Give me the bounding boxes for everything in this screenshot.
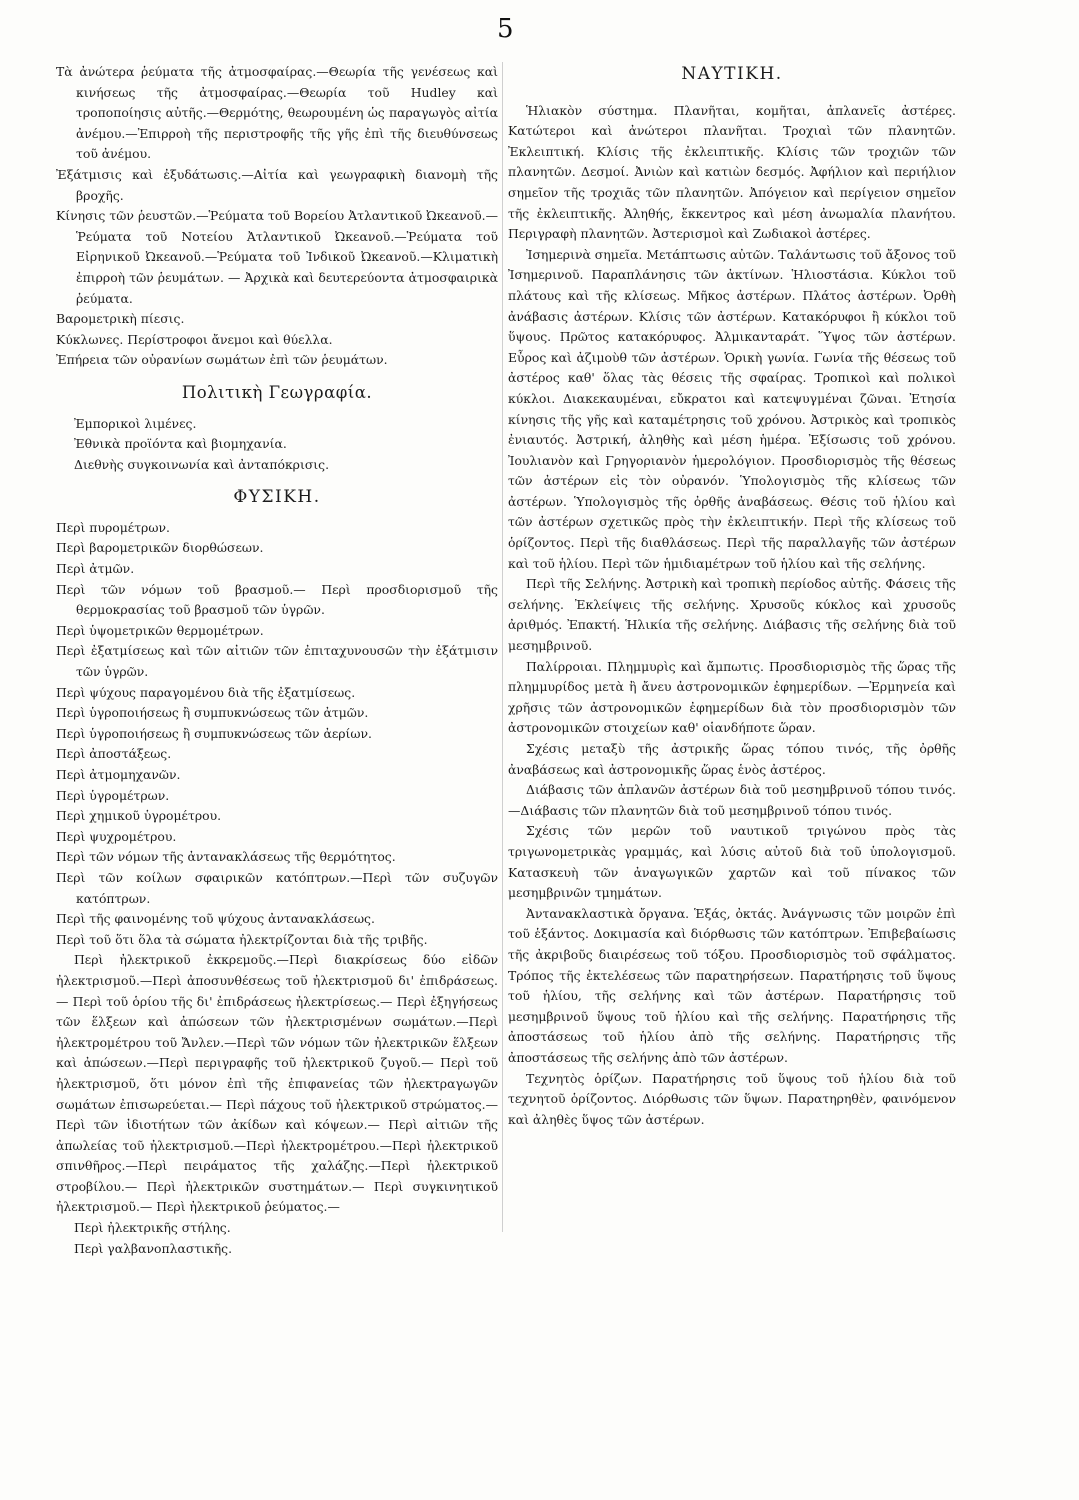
list-item: Περὶ γαλβανοπλαστικῆς. [74, 1240, 233, 1256]
column-divider [502, 62, 503, 1232]
heading-political-geography: Πολιτικὴ Γεωγραφία. [181, 382, 373, 402]
list-item: Περὶ βαρομετρικῶν διορθώσεων. [56, 540, 264, 556]
paragraph-evaporation: Ἐξάτμισις καὶ ἐξυδάτωσις.—Αἰτία καὶ γεωγραφικὴ διανομὴ τῆς βροχῆς. [56, 166, 498, 203]
paragraph-reflecting-instruments: Ἀντανακλαστικὰ ὄργανα. Ἑξάς, ὀκτάς. Ἀνάγνωσις τῶν μοιρῶν ἐπὶ τοῦ ἑξάντος. Δοκιμασία καὶ διόρθωσις τῶν κατόπτρων. Ἐπιβεβαίωσις τῆς ἀκριβοῦς διαιρέσεως τοῦ τόξου. Προσδιορισμὸς τοῦ σφάλματος. Τρόπος τῆς ἐκτελέσεως τῶν παρατηρήσεων. Παρατήρησις τοῦ ὕψους τοῦ ἡλίου, τῆς σελήνης καὶ τῶν ἀστέρων. Παρατήρησις τοῦ μεσημβρινοῦ ὕψους τοῦ ἡλίου καὶ τῆς σελήνης. Παρατήρησις τῆς ἀποστάσεως τοῦ ἡλίου ἀπὸ τῆς σελήνης. Παρατήρησις τῆς ἀποστάσεως τῆς σελήνης ἀπὸ τῶν ἀστέρων. [508, 905, 956, 1065]
list-item: Περὶ ὑγροποιήσεως ἢ συμπυκνώσεως τῶν ἀερίων. [56, 725, 372, 741]
list-item: Διεθνὴς συγκοινωνία καὶ ἀνταπόκρισις. [74, 456, 330, 472]
paragraph-equinoxes: Ἰσημερινὰ σημεῖα. Μετάπτωσις αὐτῶν. Ταλάντωσις τοῦ ἄξονος τοῦ Ἰσημερινοῦ. Παραπλάνησις τῶν ἀκτίνων. Ἡλιοστάσια. Κύκλοι τοῦ πλάτους καὶ τῆς κλίσεως. Μῆκος ἀστέρων. Πλάτος ἀστέρων. Ὀρθὴ ἀνάβασις ἀστέρων. Κλίσις τῶν ἀστέρων. Κατακόρυφοι ἢ κύκλοι τοῦ ὕψους. Πρῶτος κατακόρυφος. Ἀλμικανταράτ. Ὕψος τῶν ἀστέρων. Εὖρος καὶ ἀζιμοὺθ τῶν ἀστέρων. Ὁρικὴ γωνία. Γωνία τῆς θέσεως τοῦ ἀστέρος καθ' ὅλας τὰς θέσεις τῆς σφαίρας. Τροπικοὶ καὶ πολικοὶ κύκλοι. Διακεκαυμέναι, εὔκρατοι καὶ κατεψυγμέναι ζῶναι. Ἐτησία κίνησις τῆς γῆς καὶ καταμέτρησις τοῦ χρόνου. Ἀστρικὸς καὶ τροπικὸς ἐνιαυτός. Ἀστρική, ἀληθὴς καὶ μέση ἡμέρα. Ἐξίσωσις τοῦ χρόνου. Ἰουλιανὸν καὶ Γρηγοριανὸν ἡμερολόγιον. Προσδιορισμὸς τῆς θέσεως τῶν ἀστέρων εἰς τὸν οὐρανόν. Ὑπολογισμὸς τῆς κλίσεως τῶν ἀστέρων. Ὑπολογισμὸς τῆς ὀρθῆς ἀναβάσεως. Θέσις τοῦ ἡλίου καὶ τῶν ἀστέρων σχετικῶς πρὸς τὴν ἐκλειπτικήν. Περὶ τῆς κλίσεως τοῦ ὁρίζοντος. Περὶ τῆς διαθλάσεως. Περὶ τῆς παραλλαγῆς τῶν ἀστέρων καὶ τοῦ ἡλίου. Περὶ τῶν ἡμιδιαμέτρων τοῦ ἡλίου καὶ τῆς σελήνης. [508, 246, 956, 571]
list-item: Περὶ ἀτμομηχανῶν. [56, 767, 181, 782]
list-item: Περὶ ἀτμῶν. [56, 561, 135, 577]
list-item: Ἐθνικὰ προϊόντα καὶ βιομηχανία. [74, 436, 287, 452]
paragraph-atmosphere: Τὰ ἀνώτερα ῥεύματα τῆς ἀτμοσφαίρας.—Θεωρία τῆς γενέσεως καὶ κινήσεως τῆς ἀτμοσφαίρας.—Θεωρία τοῦ Hudley καὶ τροποποίησις αὐτῆς.—Θερμότης, θεωρουμένη ὡς παραγωγὸς αἰτία ἀνέμου.—Ἐπιρροὴ τῆς περιστροφῆς τῆς γῆς ἐπὶ τῆς διευθύνσεως τοῦ ἀνέμου. [56, 64, 498, 162]
list-item: Περὶ ψυχρομέτρου. [56, 828, 177, 844]
list-item: Ἐμπορικοὶ λιμένες. [74, 415, 197, 431]
paragraph-moon: Περὶ τῆς Σελήνης. Ἀστρικὴ καὶ τροπικὴ περίοδος αὐτῆς. Φάσεις τῆς σελήνης. Ἐκλείψεις τῆς σελήνης. Χρυσοῦς κύκλος καὶ χρυσοῦς ἀριθμός. Ἐπακτή. Ἡλικία τῆς σελήνης. Διάβασις τῆς σελήνης διὰ τοῦ μεσημβρινοῦ. [508, 576, 956, 654]
paragraph-electricity: Περὶ ἠλεκτρικοῦ ἐκκρεμοῦς.—Περὶ διακρίσεως δύο εἰδῶν ἠλεκτρισμοῦ.—Περὶ ἀποσυνθέσεως τοῦ ἠλεκτρισμοῦ δι' ἐπιδράσεως.— Περὶ τοῦ ὁρίου τῆς δι' ἐπιδράσεως ἠλεκτρίσεως.— Περὶ ἐξηγήσεως τῶν ἕλξεων καὶ ἀπώσεων τῶν ἠλεκτρισμένων σωμάτων.—Περὶ ἠλεκτρομέτρου τοῦ Ἄνλεν.—Περὶ τῶν νόμων τῶν ἠλεκτρικῶν ἕλξεων καὶ ἀπώσεων.—Περὶ περιγραφῆς τοῦ ἠλεκτρικοῦ ζυγοῦ.— Περὶ τοῦ ἠλεκτρισμοῦ, ὅτι μόνον ἐπὶ τῆς ἐπιφανείας τῶν ἠλεκτραγωγῶν σωμάτων ἐπισωρεύεται.— Περὶ πάχους τοῦ ἠλεκτρικοῦ στρώματος.— Περὶ τῶν ἰδιοτήτων τῶν ἀκίδων καὶ κόψεων.— Περὶ αἰτιῶν τῆς ἀπωλείας τοῦ ἠλεκτρισμοῦ.—Περὶ ἠλεκτρομέτρου.—Περὶ ἠλεκτρικοῦ σπινθῆρος.—Περὶ πειράματος τῆς χαλάζης.—Περὶ ἠλεκτρικοῦ στροβίλου.— Περὶ ἠλεκτρικῶν συστημάτων.— Περὶ συγκινητικοῦ ἠλεκτρισμοῦ.— Περὶ ἠλεκτρικοῦ ῥεύματος.— [56, 952, 498, 1215]
paragraph-meridian-transit: Διάβασις τῶν ἀπλανῶν ἀστέρων διὰ τοῦ μεσημβρινοῦ τόπου τινός.—Διάβασις τῶν πλανητῶν διὰ τοῦ μεσημβρινοῦ τόπου τινός. [508, 782, 956, 818]
paragraph-sidereal-time: Σχέσις μεταξὺ τῆς ἀστρικῆς ὥρας τόπου τινός, τῆς ὀρθῆς ἀναβάσεως καὶ ἀστρονομικῆς ὥρας ἑνὸς ἀστέρος. [508, 741, 956, 777]
paragraph-artificial-horizon: Τεχνητὸς ὁρίζων. Παρατήρησις τοῦ ὕψους τοῦ ἡλίου διὰ τοῦ τεχνητοῦ ὁρίζοντος. Διόρθωσις τῶν ὕψων. Παρατηρηθὲν, φαινόμενον καὶ ἀληθὲς ὕψος τῶν ἀστέρων. [508, 1070, 956, 1127]
list-item: Περὶ ἠλεκτρικῆς στήλης. [74, 1220, 231, 1236]
list-item: Περὶ ἐξατμίσεως καὶ τῶν αἰτιῶν τῶν ἐπιταχυνουσῶν τὴν ἐξάτμισιν τῶν ὑγρῶν. [56, 643, 498, 680]
list-item: Περὶ τῶν κοίλων σφαιρικῶν κατόπτρων.—Περὶ τῶν συζυγῶν κατόπτρων. [56, 869, 498, 906]
heading-physics: ΦΥΣΙΚΗ. [233, 487, 321, 508]
paragraph-fluids: Κίνησις τῶν ῥευστῶν.—Ῥεύματα τοῦ Βορείου Ἀτλαντικοῦ Ὠκεανοῦ.—Ῥεύματα τοῦ Νοτείου Ἀτλαντικοῦ Ὠκεανοῦ.—Ῥεύματα τοῦ Εἰρηνικοῦ Ὠκεανοῦ.—Ῥεύματα τοῦ Ἰνδικοῦ Ὠκεανοῦ.—Κλιματικὴ ἐπιρροὴ τῶν ῥευμάτων. — Ἀρχικὰ καὶ δευτερεύοντα ἀτμοσφαιρικὰ ῥεύματα. [56, 208, 498, 306]
list-item: Περὶ ὑγρομέτρων. [56, 787, 170, 803]
paragraph-nautical-triangle: Σχέσις τῶν μερῶν τοῦ ναυτικοῦ τριγώνου πρὸς τὰς τριγωνομετρικὰς γραμμάς, καὶ λύσις αὐτοῦ διὰ τοῦ ὑπολογισμοῦ. Κατασκευὴ τῶν ἀναγωγικῶν χαρτῶν καὶ τοῦ πίνακος τῶν μεσημβρινῶν τμημάτων. [508, 823, 956, 901]
right-column [508, 62, 956, 1130]
paragraph-pressure: Βαρομετρικὴ πίεσις. [56, 311, 185, 327]
list-item: Περὶ τῶν νόμων τοῦ βρασμοῦ.— Περὶ προσδιορισμοῦ τῆς θερμοκρασίας τοῦ βρασμοῦ τῶν ὑγρῶν. [56, 581, 498, 618]
list-item: Περὶ ὑψομετρικῶν θερμομέτρων. [56, 622, 264, 638]
paragraph-tides: Παλίρροιαι. Πλημμυρὶς καὶ ἄμπωτις. Προσδιορισμὸς τῆς ὥρας τῆς πλημμυρίδος μετὰ ἢ ἄνευ ἀστρονομικῶν ἐφημερίδων. —Ἑρμηνεία καὶ χρῆσις τῶν ἀστρονομικῶν ἐφημερίδων διὰ τὸν προσδιορισμὸν τῶν ἀστρονομικῶν στοιχείων καθ' οἱανδήποτε ὥραν. [508, 658, 956, 736]
list-item: Περὶ τῆς φαινομένης τοῦ ψύχους ἀντανακλάσεως. [56, 911, 375, 927]
list-item: Περὶ ὑγροποιήσεως ἢ συμπυκνώσεως τῶν ἀτμῶν. [56, 705, 369, 721]
list-item: Περὶ ἀποστάξεως. [56, 746, 172, 762]
heading-nautical: ΝΑΥΤΙΚΗ. [681, 64, 783, 84]
list-item: Περὶ τοῦ ὅτι ὅλα τὰ σώματα ἠλεκτρίζονται διὰ τῆς τριβῆς. [56, 931, 428, 947]
paragraph-solar-system: Ἡλιακὸν σύστημα. Πλανῆται, κομῆται, ἀπλανεῖς ἀστέρες. Κατώτεροι καὶ ἀνώτεροι πλανῆται. Τροχιαὶ τῶν πλανητῶν. Ἐκλειπτική. Κλίσις τῆς ἐκλειπτικῆς. Κλίσις τῶν τροχιῶν τῶν πλανητῶν. Δεσμοί. Ἀνιὼν καὶ κατιὼν δεσμός. Ἀφήλιον καὶ περιήλιον σημεῖον τῆς τροχιᾶς τῶν πλανητῶν. Ἀπόγειον καὶ περίγειον σημεῖον τῆς ἐκλειπτικῆς. Ἀληθής, ἔκκεντρος καὶ μέση ἀνωμαλία πλανήτου. Περιγραφὴ πλανητῶν. Ἀστερισμοὶ καὶ Ζωδιακοὶ ἀστέρες. [508, 102, 956, 242]
left-column [56, 62, 498, 1259]
list-item: Περὶ τῶν νόμων τῆς ἀντανακλάσεως τῆς θερμότητος. [56, 849, 396, 865]
list-item: Περὶ χημικοῦ ὑγρομέτρου. [56, 808, 222, 824]
paragraph-celestial-bodies: Ἐπήρεια τῶν οὐρανίων σωμάτων ἐπὶ τῶν ῥευμάτων. [56, 352, 388, 368]
page-number: 5 [497, 14, 514, 44]
list-item: Περὶ πυρομέτρων. [56, 519, 170, 535]
list-item: Περὶ ψύχους παραγομένου διὰ τῆς ἐξατμίσεως. [56, 684, 356, 700]
paragraph-cyclones: Κύκλωνες. Περίστροφοι ἄνεμοι καὶ θύελλα. [56, 331, 333, 347]
